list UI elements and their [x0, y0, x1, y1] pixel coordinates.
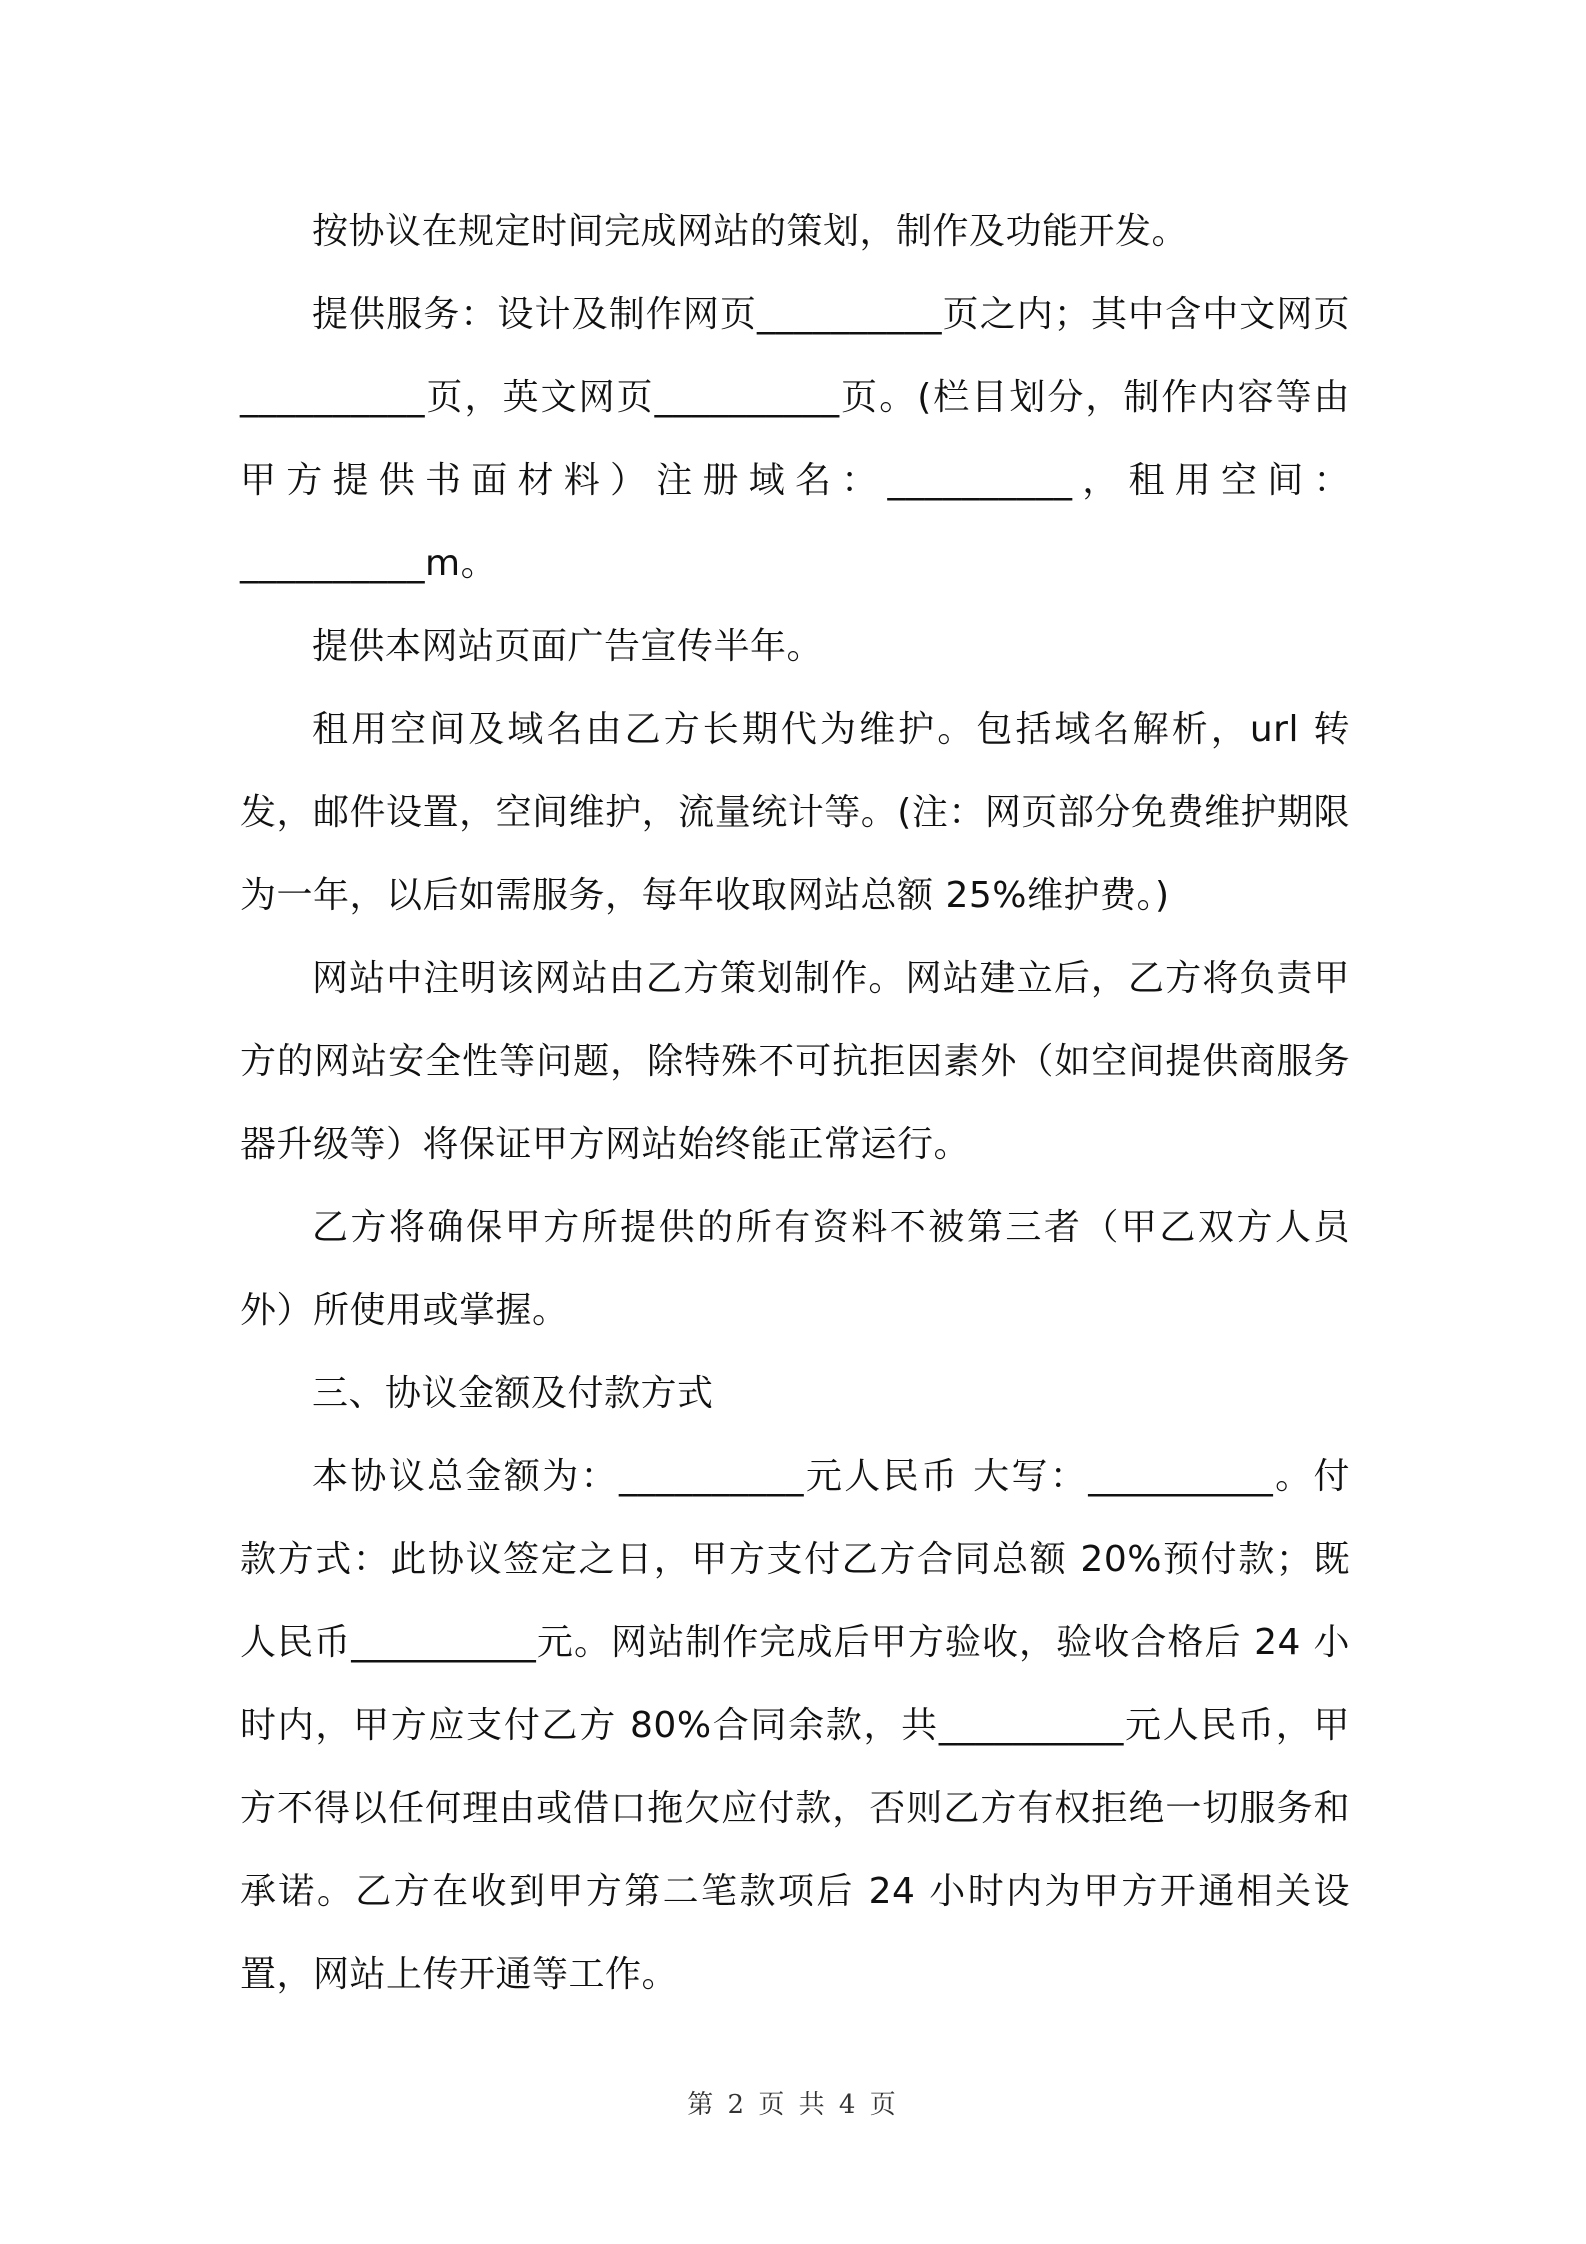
paragraph-8: 本协议总金额为：__________元人民币 大写：__________。付款方式：此协议签定之日，甲方支付乙方合同总额 20%预付款；既人民币__________元。网站制作完成后甲方验收，验收合格后 24 小时内，甲方应支付乙方 80%合同余款，共__________元人民币，甲方不得以任何理由或借口拖欠应付款，否则乙方有权拒绝一切服务和承诺。乙方在收到甲方第二笔款项后 24 小时内为甲方开通相关设置，网站上传开通等工作。	[240, 1456, 1350, 1995]
section-heading: 三、协议金额及付款方式	[312, 1373, 714, 1414]
paragraph-4: 租用空间及域名由乙方长期代为维护。包括域名解析，url 转发，邮件设置，空间维护，流量统计等。(注：网页部分免费维护期限为一年，以后如需服务，每年收取网站总额 25%维护费。)	[240, 709, 1350, 916]
page-number: 第 2 页 共 4 页	[687, 2090, 899, 2120]
paragraph-1: 按协议在规定时间完成网站的策划，制作及功能开发。	[312, 211, 1189, 252]
paragraph-2: 提供服务：设计及制作网页__________页之内；其中含中文网页__________页，英文网页__________页。(栏目划分，制作内容等由甲方提供书面材料）注册域名：__________，租用空间：__________m。	[240, 294, 1350, 584]
document-body	[240, 190, 1350, 2016]
paragraph-6: 乙方将确保甲方所提供的所有资料不被第三者（甲乙双方人员外）所使用或掌握。	[240, 1207, 1350, 1331]
paragraph-5: 网站中注明该网站由乙方策划制作。网站建立后，乙方将负责甲方的网站安全性等问题，除特殊不可抗拒因素外（如空间提供商服务器升级等）将保证甲方网站始终能正常运行。	[240, 958, 1350, 1165]
paragraph-3: 提供本网站页面广告宣传半年。	[312, 626, 824, 667]
